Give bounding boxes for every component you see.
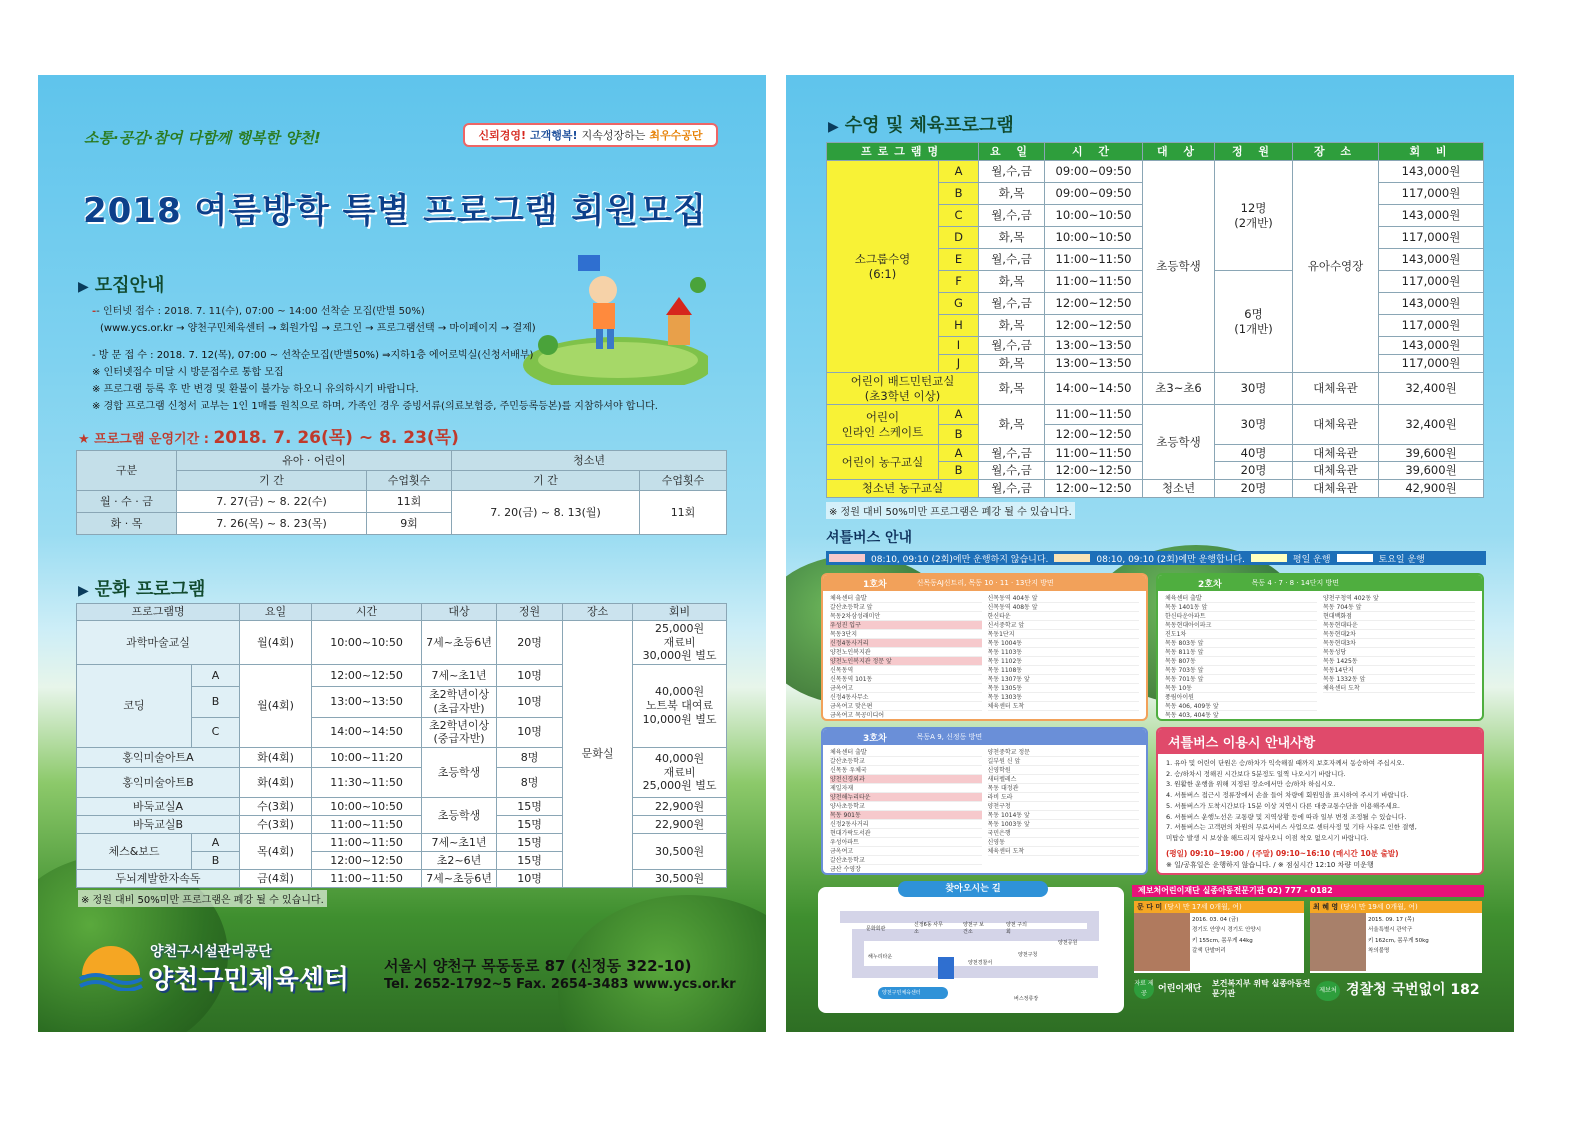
jebo-badge: 제보처 [1316,981,1340,1001]
bus-stop: 체육센터 출발 [830,594,982,603]
bus-stop: 목동 1103동 [988,648,1140,657]
bus-stop: 목동 10동 [1165,684,1317,693]
bus-stop: 목동 1014동 앞 [988,811,1140,820]
notice-line: 5. 셔틀버스가 도착시간보다 15분 이상 지연시 다른 대중교통수단을 이용해주세요. [1166,801,1400,810]
bus-stop: 금옥여고 맞은편 [830,702,982,711]
bus3-route: 3호차 목동A 9, 신정동 방면 체육센터 출발 갈산초등학교 신목동 우체국 양천신경외과 제일자재 양천해누리타운 양사초등학교 목동 901동 신정2동사거리 현대가락도서관 우성아파트 금옥여고 갈산초등학교 금산 수영장 양천중학교 정문 길부원 신 앞 신영학원 새터펠레스 목동 대정관 라비 도라 양천구청 목동 1014동 앞 목동 1003동 앞 국민은행 신영동 체육센터 도착 [821,727,1148,875]
bus-stop: 목동 807동 [1165,657,1317,666]
notice-line: 6. 셔틀버스 운행노선은 교통량 및 지역상황 등에 따라 일부 변경 조정될 수 있습니다. [1166,812,1407,821]
bus-stop: 양천노인복지관 정문 앞 [830,657,982,666]
address: 서울시 양천구 목동동로 87 (신정동 322-10) [384,957,692,975]
motto-box: 신뢰경영! 고객행복! 지속성장하는 최우수공단 [463,123,718,147]
culture-note: ※ 정원 대비 50%미만 프로그램은 폐강 될 수 있습니다. [78,890,327,907]
bus-stop: 신영학원 [988,766,1140,775]
bus-stop: 목동현대아이파크 [1165,621,1317,630]
bus-stop: 목동 1332동 앞 [1323,675,1475,684]
recruit-heading: ▶ 모집안내 [78,275,165,296]
bus-stop: 갈산초등학교 앞 [830,603,982,612]
shuttle-notice: 셔틀버스 이용시 안내사항 1. 유아 및 어린이 단원은 승/하차가 익숙해질 때까지 보호자께서 동승하여 주십시오. 2. 승/하차시 정해진 시간보다 5분정도 일찍 나오시기 바랍니다. 3. 원활한 운행을 위해 지정된 장소에서만 승/하차 하십시오. 4. 셔틀버스 접근시 정류장에서 손을 들어 차량에 회원임을 표시하여 주시기 바랍니다. 5. 셔틀버스가 도착시간보다 15분 이상 지연시 다른 대중교통수단을 이용해주세요. 6. 셔틀버스 운행노선은 교통량 및 지역상황 등에 따라 일부 변경 조정될 수 있습니다. 7. 셔틀버스는 고객편의 차원의 무료서비스 사업으로 센터사정 및 기타 사유로 인한 결행, 미탑승 발생 시 보상을 해드리지 않사오니 이점 착오 없으시기 바랍니다. (평일) 09:10~19:00 / (주말) 09:10~16:10 (매시간 10분 출발) ※ 일/공휴일은 운행하지 않습니다. / ※ 점심시간 12:10 차량 미운행 [1156,727,1484,875]
bus-stop: 신서중학교 앞 [988,621,1140,630]
bus-stop: 체육센터 도착 [988,702,1140,711]
bus-stop: 체육센터 출발 [830,748,982,757]
missing-footer: 경찰청 국번없이 182 [1346,982,1480,998]
bus-stop: 신목동역 404동 앞 [988,594,1140,603]
swim-table: 프로그램명 요 일 시 간 대 상 정 원 장 소 회 비 소그룹수영 (6:1) A 월,수,금 09:00~09:50 초등학생 12명 (2개반) 유아수영장 143,000원 B 화,목 09:00~09:50 117,000원 C 월,수,금 10:00~10:50 143,000원 D 화,목 10:00~10:50 117,000원 E 월,수,금 11:00~11:50 143,000원 F 화,목 11:00~11:50 6명 (1개반) 117,000원 G 월,수,금 12:00~12:50 143,000원 H 화,목 12:00~12:50 117,000원 I 월,수,금 13:00~13:50 143,000원 J 화,목 13:00~13:50 117,000원 어린이 배드민턴교실 (초3학년 이상) 화,목 14:00~14:50 초3~초6 30명 대체육관 32,400원 어린이 인라인 스케이트 A 화,목 11:00~11:50 초등학생 30명 대체육관 32,400원 B 12:00~12:50 어린이 농구교실 A 월,수,금 11:00~11:50 40명 대체육관 39,600원 B 월,수,금 12:00~12:50 20명 대체육관 39,600원 청소년 농구교실 월,수,금 12:00~12:50 청소년 20명 대체육관 42,900원 [826,142,1483,498]
culture-table: 프로그램명 요일 시간 대상 정원 장소 회비 과학마술교실 월(4회) 10:00~10:50 7세~초등6년 20명 문화실 25,000원 재료비 30,000원 별도 코딩 A 월(4회) 12:00~12:50 7세~초1년 10명 40,000원 노트북 대여료 10,000원 별도 B 13:00~13:50 초2학년이상 (초급자반) 10명 C 14:00~14:50 초2학년이상 (중급자반) 10명 홍익미술아트A 화(4회) 10:00~11:20 초등학생 8명 40,000원 재료비 25,000원 별도 홍익미술아트B 화(4회) 11:30~11:50 8명 바둑교실A 수(3회) 10:00~10:50 초등학생 15명 22,900원 바둑교실B 수(3회) 11:00~11:50 15명 22,900원 체스&보드 A 목(4회) 11:00~11:50 7세~초1년 15명 30,500원 B 12:00~12:50 초2~6년 15명 두뇌계발한자속독 금(4회) 11:00~11:50 7세~초등6년 10명 30,500원 [76,603,726,888]
bus-stop: 목동 1307동 앞 [988,675,1140,684]
map: 찾아오시는 길 문화회관 신정6동 사무소 양천구 보건소 양천 구의회 양천공원 해누리타운 양천경찰서 양천구청 양천구민체육센터 버스정류장 [818,887,1124,1013]
bus-stop: 목동 1401동 앞 [1165,603,1317,612]
bus-stop: 신정2동사거리 [830,820,982,829]
page-title: 2018 여름방학 특별 프로그램 회원모집 [83,191,707,231]
org-name: 양천구시설관리공단 [150,944,272,960]
shuttle-heading: 셔틀버스 안내 [826,530,913,546]
bus-stop: 신목동 우체국 [830,766,982,775]
bus-stop: 갈산초등학교 [830,757,982,766]
bus-stop: 신목동역 [830,666,982,675]
bus-stop: 현대가락도서관 [830,829,982,838]
bus-stop: 목동 1108동 [988,666,1140,675]
bus-stop: 갈산초등학교 [830,856,982,865]
jaryo-badge: 자료 제공 [1134,980,1154,997]
bus-stop: 목동 901동 [830,811,982,820]
bus-stop: 목동 1004동 [988,639,1140,648]
center-name: 양천구민체육센터 [148,965,349,995]
bus-stop: 체육센터 출발 [1165,594,1317,603]
bus-stop: 목동1단지 [988,630,1140,639]
culture-heading: ▶ 문화 프로그램 [78,579,206,600]
bus-stop: 제일자재 [830,784,982,793]
bus-stop: 신정4동사무소 [830,693,982,702]
bus-stop: 한신타운 [988,612,1140,621]
bus-stop: 목동현대2차 [1323,630,1475,639]
bus-stop: 진도1차 [1165,630,1317,639]
bus-stop: 목동 703동 앞 [1165,666,1317,675]
bus-stop: 금옥여고 [830,684,982,693]
bus-stop: 신영동 [988,838,1140,847]
missing-org2: 보건복지부 위탁 실종아동전문기관 [1212,979,1311,998]
bus-stop: 목동 1003동 앞 [988,820,1140,829]
child-photo [1310,913,1366,971]
bus-stop: 양천신경외과 [830,775,982,784]
swim-heading: ▶ 수영 및 체육프로그램 [828,115,1014,136]
bus-stop: 양천노인복지관 [830,648,982,657]
bus-stop: 라비 도라 [988,793,1140,802]
bus-stop: 목동 803동 앞 [1165,639,1317,648]
bus-stop: 길부원 신 앞 [988,757,1140,766]
map-roads [818,887,1124,1013]
notice-line: 4. 셔틀버스 접근시 정류장에서 손을 들어 차량에 회원임을 표시하여 주시기 바랍니다. [1166,791,1409,800]
bus-stop: 양천구청역 402동 앞 [1323,594,1475,603]
missing-child-2: 최 혜 영 (당시 만 19세 0개월, 여) 2015. 09. 17 (목) 서울특별시 관악구 키 162cm, 몸무게 50kg 착의불명 [1310,901,1482,973]
bus-stop: 목동 704동 앞 [1323,603,1475,612]
swim-note: ※ 정원 대비 50%미만 프로그램은 폐강 될 수 있습니다. [826,502,1075,519]
bus-stop: 체육센터 도착 [988,847,1140,856]
bus-stop: 금옥여고 [830,847,982,856]
bus-stop: 새터펠레스 [988,775,1140,784]
missing-header: 제보처어린이재단 실종아동전문기관 02) 777 - 0182 [1132,885,1484,897]
contact: Tel. 2652-1792~5 Fax. 2654-3483 www.ycs.or.kr [384,977,736,992]
bus-stop: 금산 수영장 [830,865,982,874]
bus-stop: 체육센터 도착 [1323,684,1475,693]
bus-stop: 목동성당 [1323,648,1475,657]
bus-stop: 목동2차삼성래미안 [830,612,982,621]
notice-line: 2. 승/하차시 정해진 시간보다 5분정도 일찍 나오시기 바랍니다. [1166,769,1346,778]
missing-org: 어린이재단 [1158,984,1202,994]
bus-stop: 양천구청 [988,802,1140,811]
shuttle-legend: 08:10, 09:10 (2회)에만 운행하지 않습니다. 08:10, 09:10 (2회)에만 운행합니다. 평일 운행 토요일 운행 [826,551,1486,565]
bus-stop: 신정4동사거리 [830,639,982,648]
notice-line: 3. 원활한 운행을 위해 지정된 장소에서만 승/하차 하십시오. [1166,780,1336,789]
bus-stop: 양사초등학교 [830,802,982,811]
bus-stop: 풍림아이원 [1165,693,1317,702]
missing-child-1: 문 다 미 (당시 만 17세 0개월, 여) 2016. 03. 04 (금) 경기도 안양시 경기도 안양시 키 155cm, 몸무게 44kg 갈색 단발머리 [1134,901,1304,973]
bus-stop: 목동 1303동 [988,693,1140,702]
bus-stop: 목동현대타운 [1323,621,1475,630]
left-page [38,75,766,1032]
notice-line: 1. 유아 및 어린이 단원은 승/하차가 익숙해질 때까지 보호자께서 동승하여 주십시오. [1166,759,1405,767]
bus-stop: 한신타운아파트 [1165,612,1317,621]
child-photo [1134,913,1190,971]
notice-line: 미탑승 발생 시 보상을 해드리지 않사오니 이점 착오 없으시기 바랍니다. [1166,834,1369,843]
recruit-info: -- 인터넷 접수 : 2018. 7. 11(수), 07:00 ~ 14:00 선착순 모집(반별 50%) (www.ycs.or.kr → 양천구민체육센터 → 회원가입 → 로그인 → 프로그램선택 → 마이페이지 → 결제) - 방 문 접 수 : 2018. 7. 12(목), 07:00 ~ 선착순모집(반별50%) ⇒지하1층 에어로빅실(신청서배부) ※ 인터넷접수 미달 시 방문접수로 통합 모집 ※ 프로그램 등록 후 반 변경 및 환불이 불가능 하오니 유의하시기 바랍니다. ※ 경합 프로그램 신청서 교부는 1인 1매를 원칙으로 하며, 가족인 경우 증빙서류(의료보험증, 주민등록등본)를 지참하셔야 합니다. [92,306,658,412]
bus-stop: 목동 1102동 [988,657,1140,666]
bus-stop: 현대백화점 [1323,612,1475,621]
bus-stop: 목동 1425동 [1323,657,1475,666]
bus-stop: 우성진 입구 [830,621,982,630]
slogan: 소통·공감·참여 다함께 행복한 양천! [84,129,321,147]
bus-stop: 목동 811동 앞 [1165,648,1317,657]
bus-stop: 목동 406, 409동 앞 [1165,702,1317,711]
bus2-route: 2호차 목동 4 · 7 · 8 · 14단지 방면 체육센터 출발 목동 1401동 앞 한신타운아파트 목동현대아이파크 진도1차 목동 803동 앞 목동 811동 앞 목동 807동 목동 703동 앞 목동 701동 앞 목동 10동 풍림아이원 목동 406, 409동 앞 목동 403, 404동 앞 양천구청역 402동 앞 목동 704동 앞 현대백화점 목동현대타운 목동현대2차 목동현대3차 목동성당 목동 1425동 목동14단지 목동 1332동 앞 체육센터 도착 [1156,573,1484,721]
bus-stop: 양천중학교 정문 [988,748,1140,757]
bus-stop: 목동현대3차 [1323,639,1475,648]
bus-stop: 신목동역 101동 [830,675,982,684]
period-table: 구분 유아 · 어린이 청소년 기 간 수업횟수 기 간 수업횟수 월 · 수 · 금 7. 27(금) ~ 8. 22(수) 11회 7. 20(금) ~ 8. 13(월) 11회 화 · 목 7. 26(목) ~ 8. 23(목) 9회 [76,450,726,535]
period-label: ★ 프로그램 운영기간 : 2018. 7. 26(목) ~ 8. 23(목) [78,428,459,448]
bus-stop: 국민은행 [988,829,1140,838]
bus-stop: 목동 701동 앞 [1165,675,1317,684]
bus-stop: 금옥여고 목공미디어 [830,711,982,720]
center-logo-icon [78,945,144,991]
bus-stop: 목동14단지 [1323,666,1475,675]
bus-stop: 양천해누리타운 [830,793,982,802]
bus-stop: 우성아파트 [830,838,982,847]
bus-stop: 목동 403, 404동 앞 [1165,711,1317,720]
bus-stop: 신목동역 408동 앞 [988,603,1140,612]
notice-line: 7. 셔틀버스는 고객편의 차원의 무료서비스 사업으로 센터사정 및 기타 사유로 인한 결행, [1166,823,1417,832]
bus-stop: 목동 대정관 [988,784,1140,793]
bus-stop: 목동3단지 [830,630,982,639]
right-page [786,75,1514,1032]
bus1-route: 1호차 신목동AJ신트리, 목동 10 · 11 · 13단지 방면 체육센터 출발 갈산초등학교 앞 목동2차삼성래미안 우성진 입구 목동3단지 신정4동사거리 양천노인복지관 양천노인복지관 정문 앞 신목동역 신목동역 101동 금옥여고 신정4동사무소 금옥여고 맞은편 금옥여고 목공미디어 신목동역 404동 앞 신목동역 408동 앞 한신타운 신서중학교 앞 목동1단지 목동 1004동 목동 1103동 목동 1102동 목동 1108동 목동 1307동 앞 목동 1305동 목동 1303동 체육센터 도착 [821,573,1148,721]
bus-stop: 목동 1305동 [988,684,1140,693]
